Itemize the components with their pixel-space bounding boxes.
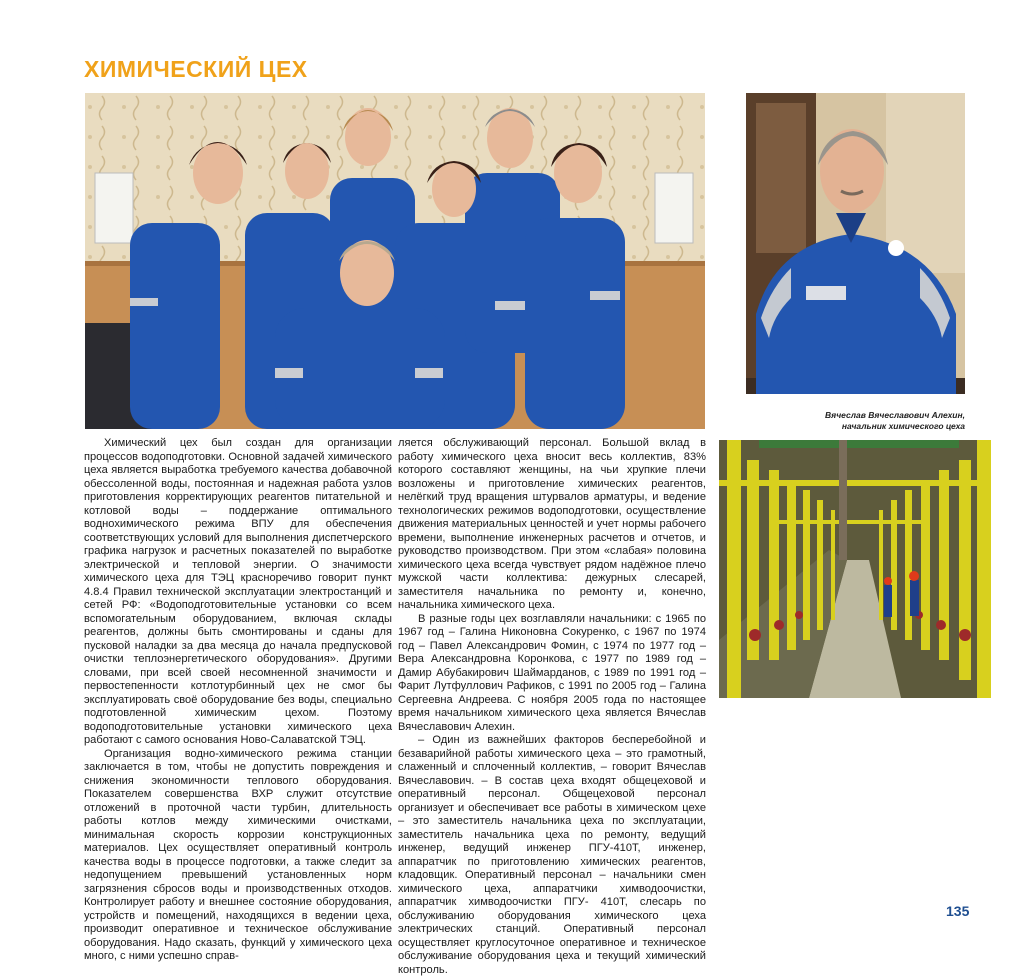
- caption-name: Вячеслав Вячеславович Алехин,: [825, 409, 965, 420]
- photo-caption: [746, 410, 965, 432]
- article-column-left: [84, 437, 392, 964]
- article-column-right: [398, 437, 706, 977]
- team-photo: [85, 93, 705, 429]
- page-title: ХИМИЧЕСКИЙ ЦЕХ: [84, 56, 308, 82]
- paragraph: В разные годы цех возглавляли начальники: с 1965 по 1967 год – Галина Никоновна Сокуренко, с 1967 по 1974 год – Павел Александрович Фомин, с 1974 по 1977 год – Вера Александровна Коронкова, с 1977 по 1989 год – Дамир Абубакирович Шаймарданов, с 1989 по 1991 год – Фарит Лутфуллович Рафиков, с 1991 по 2005 год – Галина Сергеевна Андреева. С ноября 2005 года по настоящее время начальником химического цеха является Вячеслав Вячеславович Алехин.: [398, 612, 706, 733]
- paragraph: – Один из важнейших факторов бесперебойной и безаварийной работы химического цеха – это грамотный, слаженный и сплоченный коллектив, – говорит Вячеслав Вячеславович. – В состав цеха входят общецеховой и оперативный персонал. Общецеховой персонал организует и обеспечивает все работы в химическом цехе – это заместитель начальника цеха по эксплуатации, заместитель начальника цеха по ремонту, ведущий инженер, ведущий инженер ПГУ-410Т, инженер, аппаратчик по приготовлению химических реагентов, кладовщик. Оперативный персонал – начальники смен химического цеха, аппаратчики химводоочистки, аппаратчик химводоочистки ПГУ- 410Т, слесарь по обслуживанию оборудования химического цеха электрических станций. Оперативный персонал осуществляет круглосуточное оперативное и техническое обслуживание оборудования цеха и текущий химический контроль.: [398, 734, 706, 976]
- caption-position: начальник химического цеха: [841, 420, 965, 431]
- equipment-photo: [719, 440, 991, 698]
- paragraph: ляется обслуживающий персонал. Большой вклад в работу химического цеха вносит весь коллектив, 83% которого составляют женщины, на чьи хрупкие плечи возложены и приготовление химических реагентов, нелёгкий труд вращения штурвалов арматуры, и ведение технологических режимов водоподготовки, осуществление движения материальных ценностей и учет нормы рабочего времени, выполнение инженерных расчетов и отчетов, и руководство производством. При этом «слабая» половина химического цеха всегда чувствует рядом надёжное плечо мужской части коллектива: дежурных слесарей, заместителя начальника по ремонту и, конечно, начальника химического цеха.: [398, 437, 706, 611]
- paragraph: Организация водно-химического режима станции заключается в том, чтобы не допустить повреждения и снижения экономичности теплового оборудования. Показателем совершенства ВХР служит отсутствие отложений в проточной части турбин, длительность работы котлов между химическими очистками, минимальная скорость коррозии конструкционных материалов. Цех осуществляет оперативный контроль качества воды в процессе подготовки, а также следит за недопущением превышений установленных норм загрязнения сбросов воды и производственных отходов. Контролирует работу и внешнее состояние оборудования, устройств и помещений, находящихся в ведении цеха, производит оперативное и техническое обслуживание оборудования. Надо сказать, функций у химического цеха много, с ними успешно справ-: [84, 747, 392, 962]
- paragraph: Химический цех был создан для организации процессов водоподготовки. Основной задачей химического цеха является выработка требуемого качества добавочной обессоленной воды, постоянная и надежная работа узлов приготовления корректирующих реагентов питательной и котловой воды – поддержание оптимального воднохимического режима ВПУ для обеспечения соответствующих условий для выполнения диспетчерского графика нагрузок и расчетных показателей по выработке электрической и тепловой энергии. О значимости химического цеха для ТЭЦ красноречиво говорит пункт 4.8.4 Правил технической эксплуатации электростанций и сетей РФ: «Водоподготовительные установки со всем вспомогательным оборудованием, включая склады реагентов, должны быть смонтированы и сданы для пусковой наладки за два месяца до начала предпусковой очистки теплоэнергетического оборудования». Другими словами, при всей своей несомненной значимости и первостепенности котлотурбинный цех не смог бы эксплуатировать своё оборудование без воды, специально подготовленной химическим цехом. Поэтому водоподготовительные установки химического цеха работают с самого основания Ново-Салаватской ТЭЦ.: [84, 437, 392, 746]
- page-number: 135: [946, 903, 970, 919]
- head-portrait-photo: [746, 93, 965, 394]
